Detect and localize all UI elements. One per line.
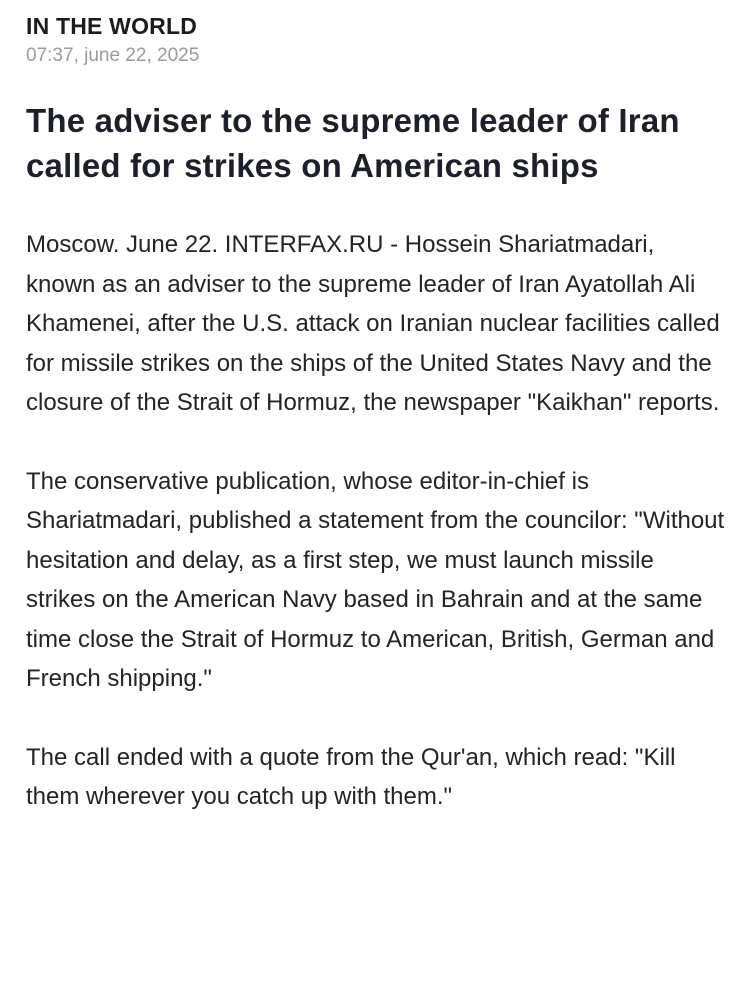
article-headline: The adviser to the supreme leader of Iran called for strikes on American ships	[26, 102, 680, 184]
article-paragraph-1: Moscow. June 22. INTERFAX.RU - Hossein Shariatmadari, known as an adviser to the supreme leader of Iran Ayatollah Ali Khamenei, after the U.S. attack on Iranian nuclear facilities called for missile strikes on the ships of the United States Navy and the closure of the Strait of Hormuz, the newspaper "Kaikhan" reports.	[26, 231, 720, 416]
section-label[interactable]: IN THE WORLD	[26, 13, 198, 39]
publish-timestamp: 07:37, june 22, 2025	[26, 45, 200, 66]
article-paragraph-2: The conservative publication, whose editor-in-chief is Shariatmadari, published a statement from the councilor: "Without hesitation and delay, as a first step, we must launch missile strikes on the American Navy based in Bahrain and at the same time close the Strait of Hormuz to American, British, German and French shipping."	[26, 467, 725, 692]
article-paragraph-3: The call ended with a quote from the Qur'an, which read: "Kill them wherever you catch up with them."	[26, 743, 676, 810]
news-article	[26, 12, 726, 817]
